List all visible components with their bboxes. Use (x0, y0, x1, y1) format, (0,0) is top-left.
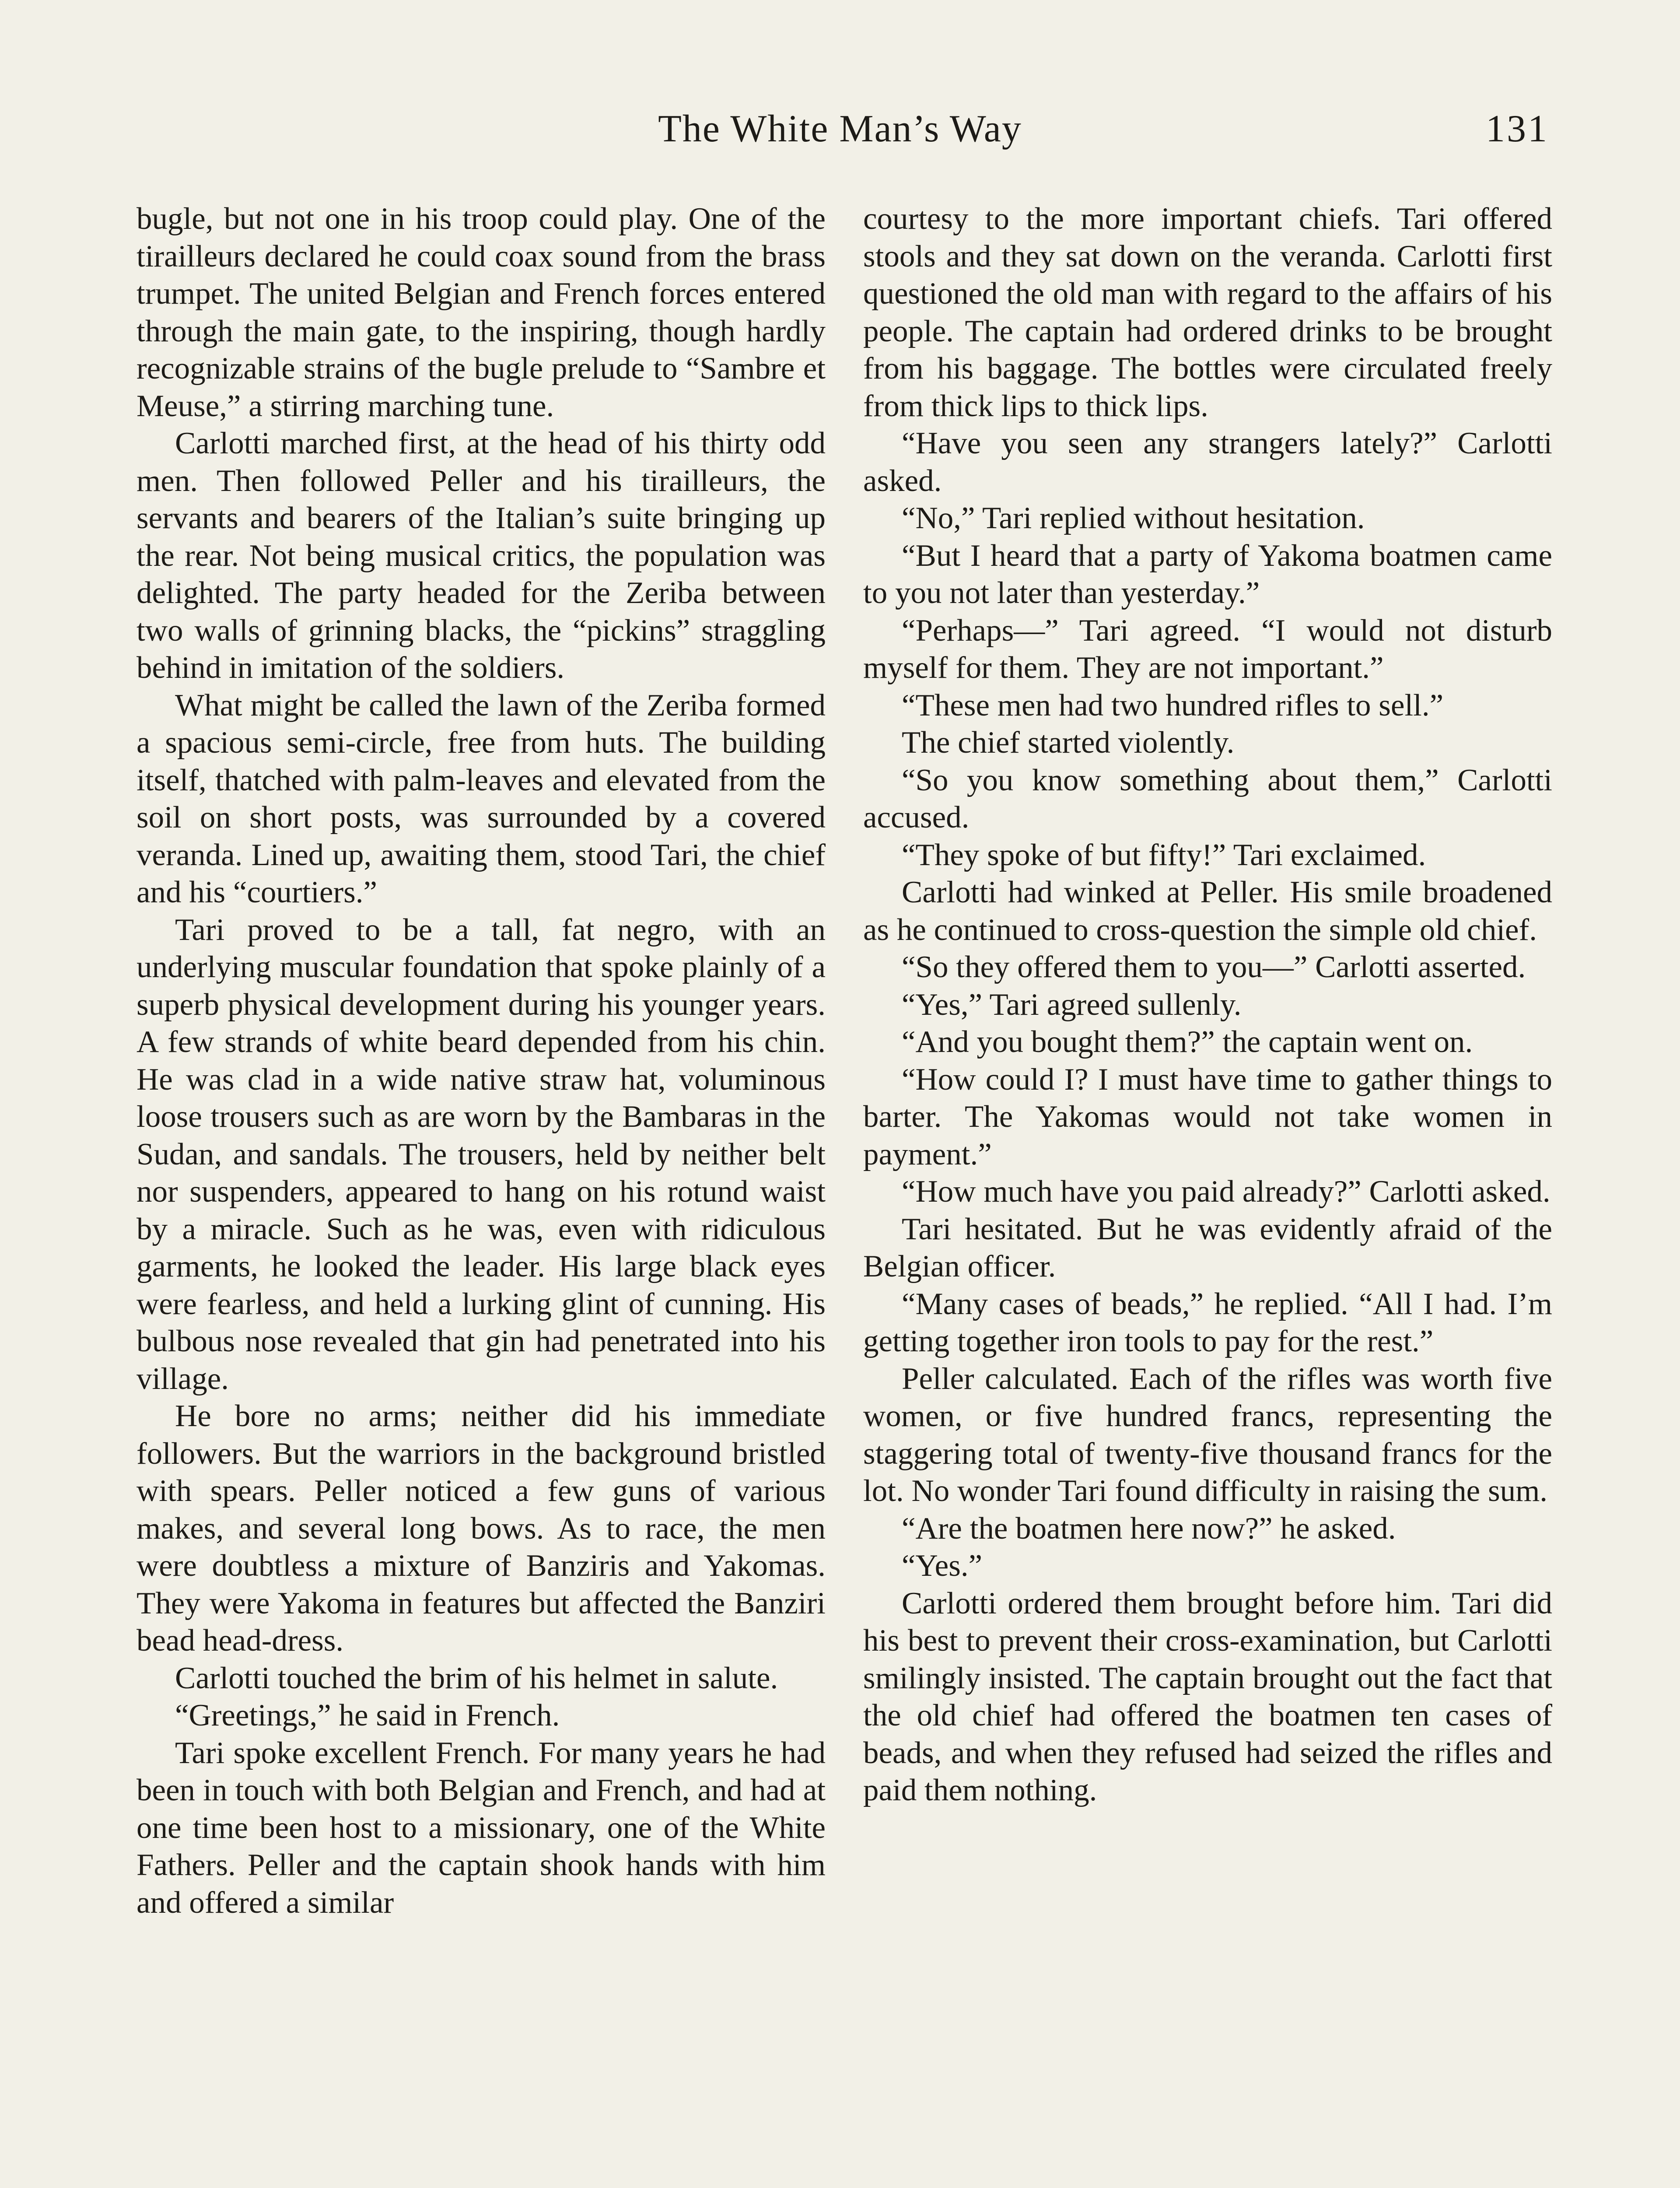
paragraph: “Perhaps—” Tari agreed. “I would not disturb myself for them. They are not important.” (863, 613, 1552, 685)
page-header (131, 101, 1549, 158)
paragraph: “So they offered them to you—” Carlotti asserted. (902, 950, 1526, 984)
paragraph: “They spoke of but fifty!” Tari exclaimed. (902, 838, 1426, 872)
right-column (863, 200, 1552, 1809)
paragraph: “Yes.” (902, 1549, 983, 1583)
paragraph: Carlotti ordered them brought before him. Tari did his best to prevent their cross-examination, but Carlotti smilingly insisted. The captain brought out the fact that the old chief had offered the boatmen ten cases of beads, and when they refused had seized the rifles and paid them nothing. (863, 1586, 1552, 1807)
paragraph: “Greetings,” he said in French. (175, 1698, 560, 1732)
paragraph: Tari spoke excellent French. For many years he had been in touch with both Belgian and French, and had at one time been host to a missionary, one of the White Fathers. Peller and the captain shook hands with him and offered a similar (136, 1736, 826, 1920)
paragraph: What might be called the lawn of the Zeriba formed a spacious semi-circle, free from huts. The building itself, thatched with palm-leaves and elevated from the soil on short posts, was surrounded by a covered veranda. Lined up, awaiting them, stood Tari, the chief and his “courtiers.” (136, 688, 826, 909)
paragraph: “And you bought them?” the captain went on. (902, 1025, 1473, 1059)
paragraph: “Many cases of beads,” he replied. “All I had. I’m getting together iron tools to pay for the rest.” (863, 1287, 1552, 1358)
paragraph: “How could I? I must have time to gather things to barter. The Yakomas would not take women in payment.” (863, 1062, 1552, 1171)
paragraph: “These men had two hundred rifles to sell.” (902, 688, 1444, 722)
paragraph: “Yes,” Tari agreed sullenly. (902, 987, 1242, 1022)
paragraph: Tari proved to be a tall, fat negro, with an underlying muscular foundation that spoke plainly of a superb physical development during his younger years. A few strands of white beard depended from his chin. He was clad in a wide native straw hat, voluminous loose trousers such as are worn by the Bambaras in the Sudan, and sandals. The trousers, held by neither belt nor suspenders, appeared to hang on his rotund waist by a miracle. Such as he was, even with ridiculous garments, he looked the leader. His large black eyes were fearless, and held a lurking glint of cunning. His bulbous nose revealed that gin had penetrated into his village. (136, 912, 826, 1396)
paragraph: Peller calculated. Each of the rifles was worth five women, or five hundred francs, representing the staggering total of twenty-five thousand francs for the lot. No wonder Tari found difficulty in raising the sum. (863, 1361, 1552, 1508)
page-number: 131 (1486, 108, 1549, 150)
paragraph: “No,” Tari replied without hesitation. (902, 501, 1365, 535)
paragraph: bugle, but not one in his troop could play. One of the tirailleurs declared he could coax sound from the brass trumpet. The united Belgian and French forces entered through the main gate, to the inspiring, though hardly recognizable strains of the bugle prelude to “Sambre et Meuse,” a stirring marching tune. (136, 202, 826, 423)
paragraph: “Have you seen any strangers lately?” Carlotti asked. (863, 426, 1552, 498)
paragraph: He bore no arms; neither did his immediate followers. But the warriors in the background bristled with spears. Peller noticed a few guns of various makes, and several long bows. As to race, the men were doubtless a mixture of Banziris and Yakomas. They were Yakoma in features but affected the Banziri bead head-dress. (136, 1399, 826, 1658)
paragraph: courtesy to the more important chiefs. Tari offered stools and they sat down on the veranda. Carlotti first questioned the old man with regard to the affairs of his people. The captain had ordered drinks to be brought from his baggage. The bottles were circulated freely from thick lips to thick lips. (863, 202, 1552, 423)
paragraph: Carlotti touched the brim of his helmet in salute. (175, 1661, 778, 1695)
paragraph: Carlotti had winked at Peller. His smile broadened as he continued to cross-question the simple old chief. (863, 875, 1552, 947)
left-column (136, 200, 826, 1922)
paragraph: “How much have you paid already?” Carlotti asked. (902, 1175, 1550, 1209)
paragraph: Tari hesitated. But he was evidently afraid of the Belgian officer. (863, 1212, 1552, 1283)
paragraph: The chief started violently. (902, 726, 1235, 760)
paragraph: “Are the boatmen here now?” he asked. (902, 1511, 1396, 1546)
paragraph: Carlotti marched first, at the head of his thirty odd men. Then followed Peller and his tirailleurs, the servants and bearers of the Italian’s suite bringing up the rear. Not being musical critics, the population was delighted. The party headed for the Zeriba between two walls of grinning blacks, the “pickins” straggling behind in imitation of the soldiers. (136, 426, 826, 685)
running-title: The White Man’s Way (658, 108, 1022, 150)
paragraph: “So you know something about them,” Carlotti accused. (863, 763, 1552, 835)
paragraph: “But I heard that a party of Yakoma boatmen came to you not later than yesterday.” (863, 538, 1552, 610)
